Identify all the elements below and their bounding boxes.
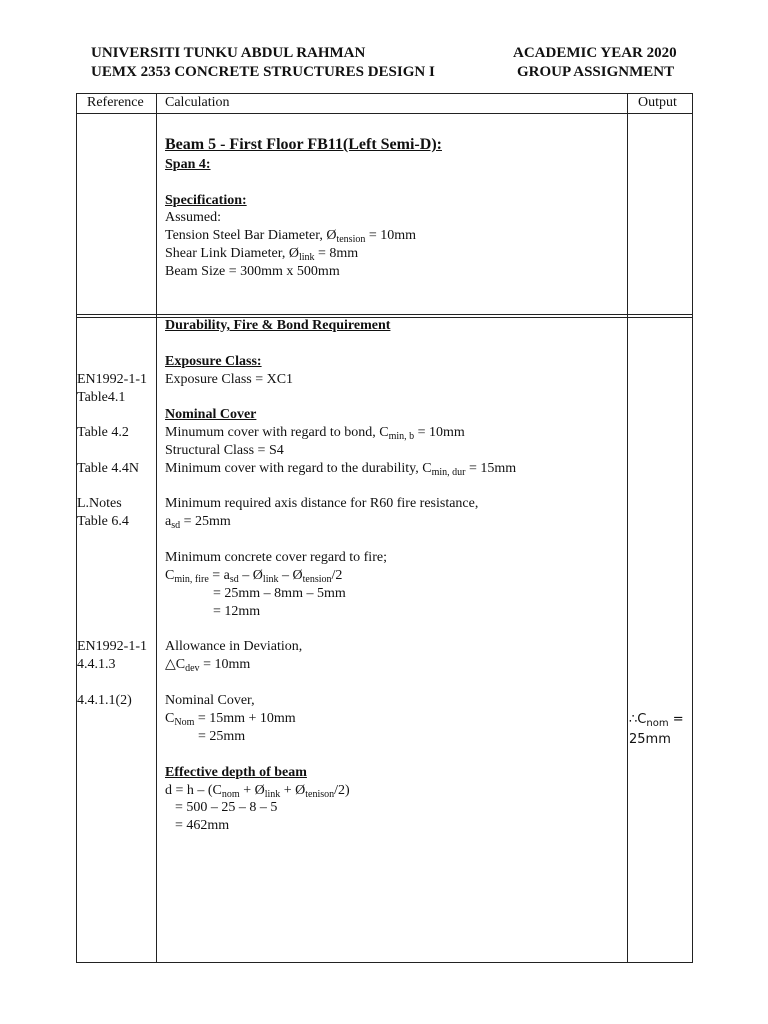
min-cover-durability: Minimum cover with regard to the durability, $C_{min, dur} = 15mm$ [165,461,517,478]
table-header-divider [76,113,693,114]
academic-year: ACADEMIC YEAR 2020 [513,45,677,61]
min-cover-bond: Minumum cover with regard to bond, $C_{min, b} = 10mm$ [165,425,465,442]
span-label: Span 4: [165,157,211,172]
col-header-output: Output [638,95,677,110]
tension-bar-diameter: Tension Steel Bar Diameter, $Ø_{tension} = 10mm$ [165,228,417,245]
effective-depth-step2: = 500 – 25 – 8 – 5 [175,800,278,815]
exposure-class-heading: Exposure Class: [165,354,262,369]
table-section-divider [76,314,693,315]
table-col-divider-1 [156,93,157,963]
allowance-deviation: Allowance in Deviation, [165,639,303,654]
reference-en1992-b: EN1992-1-1 [77,639,147,654]
cmin-fire-formula: $C_{min, fire} = a_{sd}$ – $Ø_{link}$ – $Ø_{tension}/2$ [165,568,343,585]
reference-table-4-2: Table 4.2 [77,425,129,440]
exposure-class-value: Exposure Class = XC1 [165,372,294,387]
col-header-reference: Reference [87,95,144,110]
specification-heading: Specification: [165,193,247,208]
cdev-value: $\triangle C_{dev} = 10mm$ [165,657,251,674]
output-cnom-label: $\therefore C_{nom}$ = [629,712,684,729]
table-border-bottom [76,962,693,963]
effective-depth-result: = 462mm [175,818,230,833]
shear-link-diameter: Shear Link Diameter, $Ø_{link} = 8mm$ [165,246,359,263]
durability-heading: Durability, Fire & Bond Requirement [165,318,391,333]
header-left [91,44,435,82]
reference-table-4-1: Table4.1 [77,390,126,405]
reference-lecture-notes: L.Notes [77,496,122,511]
university-name: UNIVERSITI TUNKU ABDUL RAHMAN [91,45,366,61]
beam-size: Beam Size = 300mm x 500mm [165,264,340,279]
assignment-type: GROUP ASSIGNMENT [517,64,675,80]
asd-value: $a_{sd} = 25mm$ [165,514,231,531]
assumed-label: Assumed: [165,210,221,225]
cmin-fire-step2: = 25mm – 8mm – 5mm [213,586,346,601]
header-right [513,44,677,82]
reference-clause-4-4-1-3: 4.4.1.3 [77,657,116,672]
cnom-result: = 25mm [198,729,246,744]
nominal-cover-heading: Nominal Cover [165,407,257,422]
reference-en1992-a: EN1992-1-1 [77,372,147,387]
table-col-divider-2 [627,93,628,963]
reference-clause-4-4-1-1: 4.4.1.1(2) [77,693,132,708]
course-title: UEMX 2353 CONCRETE STRUCTURES DESIGN I [91,64,435,80]
cmin-fire-result: = 12mm [213,604,261,619]
reference-table-6-4: Table 6.4 [77,514,129,529]
output-cnom-value: 25mm [629,732,671,747]
structural-class: Structural Class = S4 [165,443,284,458]
fire-cover-heading: Minimum concrete cover regard to fire; [165,550,387,565]
cnom-formula: $C_{Nom} = 15mm + 10mm$ [165,711,296,728]
effective-depth-heading: Effective depth of beam [165,765,307,780]
reference-table-4-4n: Table 4.4N [77,461,140,476]
axis-distance-text: Minimum required axis distance for R60 fire resistance, [165,496,479,511]
beam-title: Beam 5 - First Floor FB11(Left Semi-D): [165,136,442,153]
effective-depth-formula: $d = h - (C_{nom}$ + $Ø_{link}$ + $Ø_{tenison}/2$) [165,783,350,800]
nominal-cover-label: Nominal Cover, [165,693,255,708]
table-border-right [692,93,693,963]
col-header-calculation: Calculation [165,95,230,110]
